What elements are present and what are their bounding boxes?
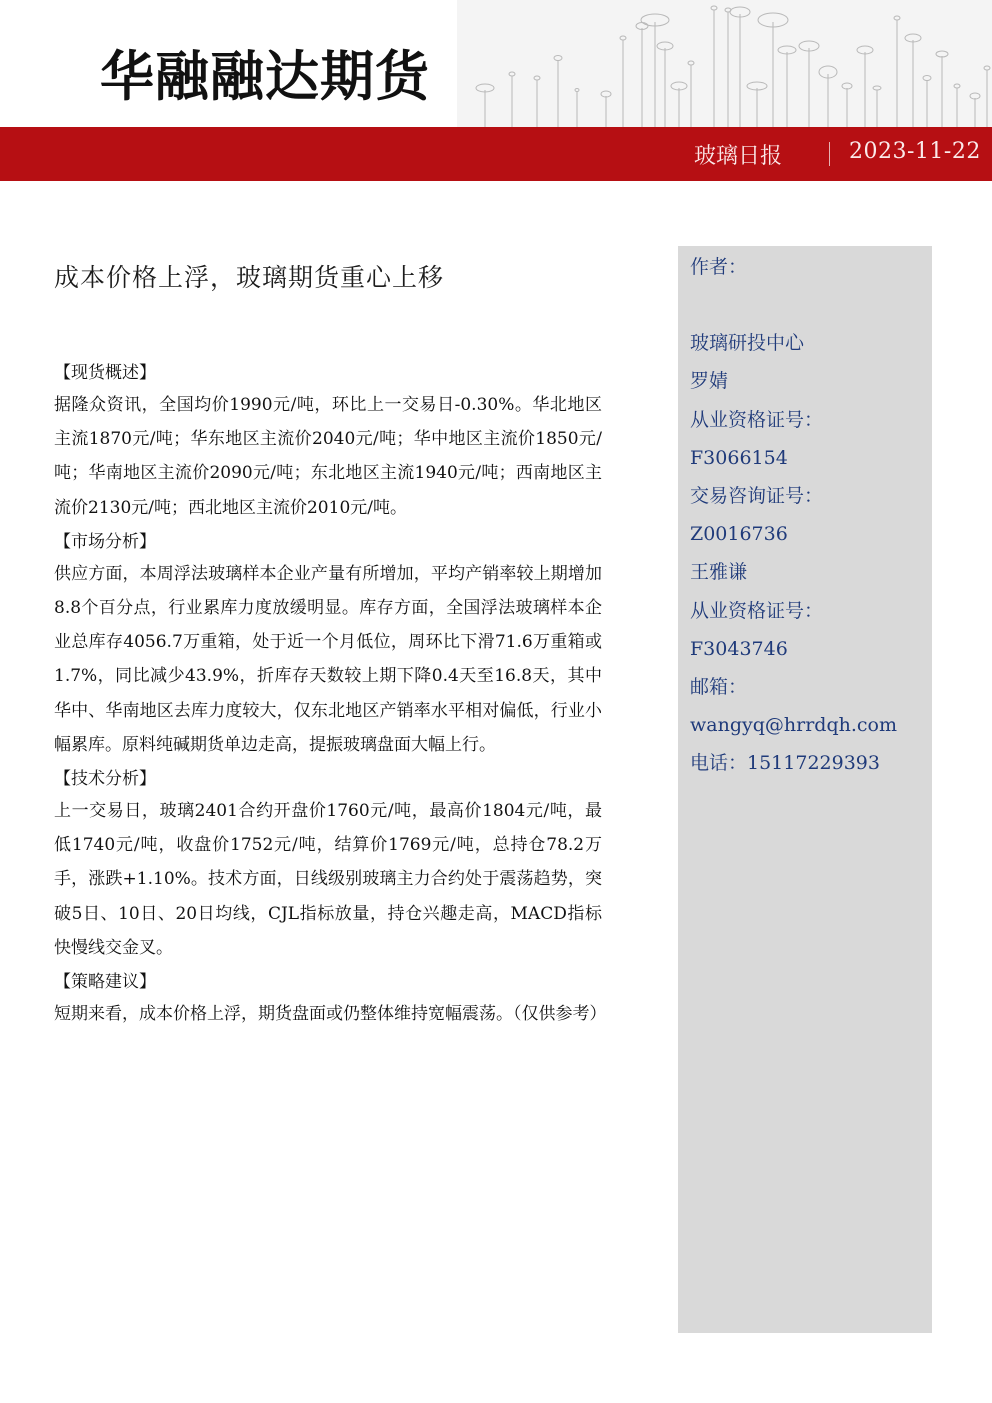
section-heading: 【现货概述】 [54, 363, 156, 383]
company-logo: 华融融达期货 [100, 45, 430, 108]
section-spot-overview [54, 358, 602, 525]
analyst-name: 王雅谦 [690, 561, 748, 584]
qualification-number: F3043746 [690, 637, 788, 660]
section-paragraph: 据隆众资讯，全国均价1990元/吨，环比上一交易日-0.30%。华北地区主流1870元/吨；华东地区主流价2040元/吨；华中地区主流价1850元/吨；华南地区主流价2090元/吨；东北地区主流1940元/吨；西南地区主流价2130元/吨；西北地区主流价2010元/吨。 [54, 395, 602, 518]
qualification-number: F3066154 [690, 446, 788, 469]
section-paragraph: 短期来看，成本价格上浮，期货盘面或仍整体维持宽幅震荡。（仅供参考） [54, 1004, 607, 1025]
section-heading: 【技术分析】 [54, 769, 156, 790]
analyst-name: 罗婧 [690, 370, 729, 393]
research-center: 玻璃研投中心 [690, 332, 805, 355]
consulting-label: 交易咨询证号： [690, 485, 824, 508]
section-paragraph: 上一交易日，玻璃2401合约开盘价1760元/吨，最高价1804元/吨，最低1740元/吨，收盘价1752元/吨，结算价1769元/吨，总持仓78.2万手，涨跌+1.10%。技术方面，日线级别玻璃主力合约处于震荡趋势，突破5日、10日、20日均线，CJL指标放量，持仓兴趣走高，MACD指标快慢线交金叉。 [54, 801, 602, 958]
decorative-pins-graphic [457, 0, 992, 127]
report-body [54, 356, 607, 1031]
report-date: 2023-11-22 [849, 139, 981, 164]
section-market-analysis [54, 527, 602, 762]
phone-number: 电话：15117229393 [690, 752, 880, 775]
section-technical-analysis [54, 764, 602, 965]
email-address: wangyq@hrrdqh.com [690, 714, 897, 737]
header-separator [829, 142, 830, 166]
author-sidebar [678, 246, 932, 1333]
section-paragraph: 供应方面，本周浮法玻璃样本企业产量有所增加，平均产销率较上期增加8.8个百分点，行业累库力度放缓明显。库存方面，全国浮法玻璃样本企业总库存4056.7万重箱，处于近一个月低位，周环比下滑71.6万重箱或1.7%，同比减少43.9%，折库存天数较上期下降0.4天至16.8天，其中华中、华南地区去库力度较大，仅东北地区产销率水平相对偏低，行业小幅累库。原料纯碱期货单边走高，提振玻璃盘面大幅上行。 [54, 563, 602, 755]
header-red-bar [0, 127, 992, 181]
author-label: 作者： [690, 256, 748, 278]
qualification-label: 从业资格证号： [690, 408, 824, 431]
section-heading: 【策略建议】 [54, 972, 156, 993]
consulting-number: Z0016736 [690, 523, 788, 546]
email-label: 邮箱： [690, 676, 748, 699]
qualification-label: 从业资格证号： [690, 599, 824, 622]
section-heading: 【市场分析】 [54, 531, 156, 552]
section-strategy [54, 967, 607, 1031]
report-type: 玻璃日报 [694, 144, 783, 169]
report-title: 成本价格上浮，玻璃期货重心上移 [54, 263, 445, 292]
